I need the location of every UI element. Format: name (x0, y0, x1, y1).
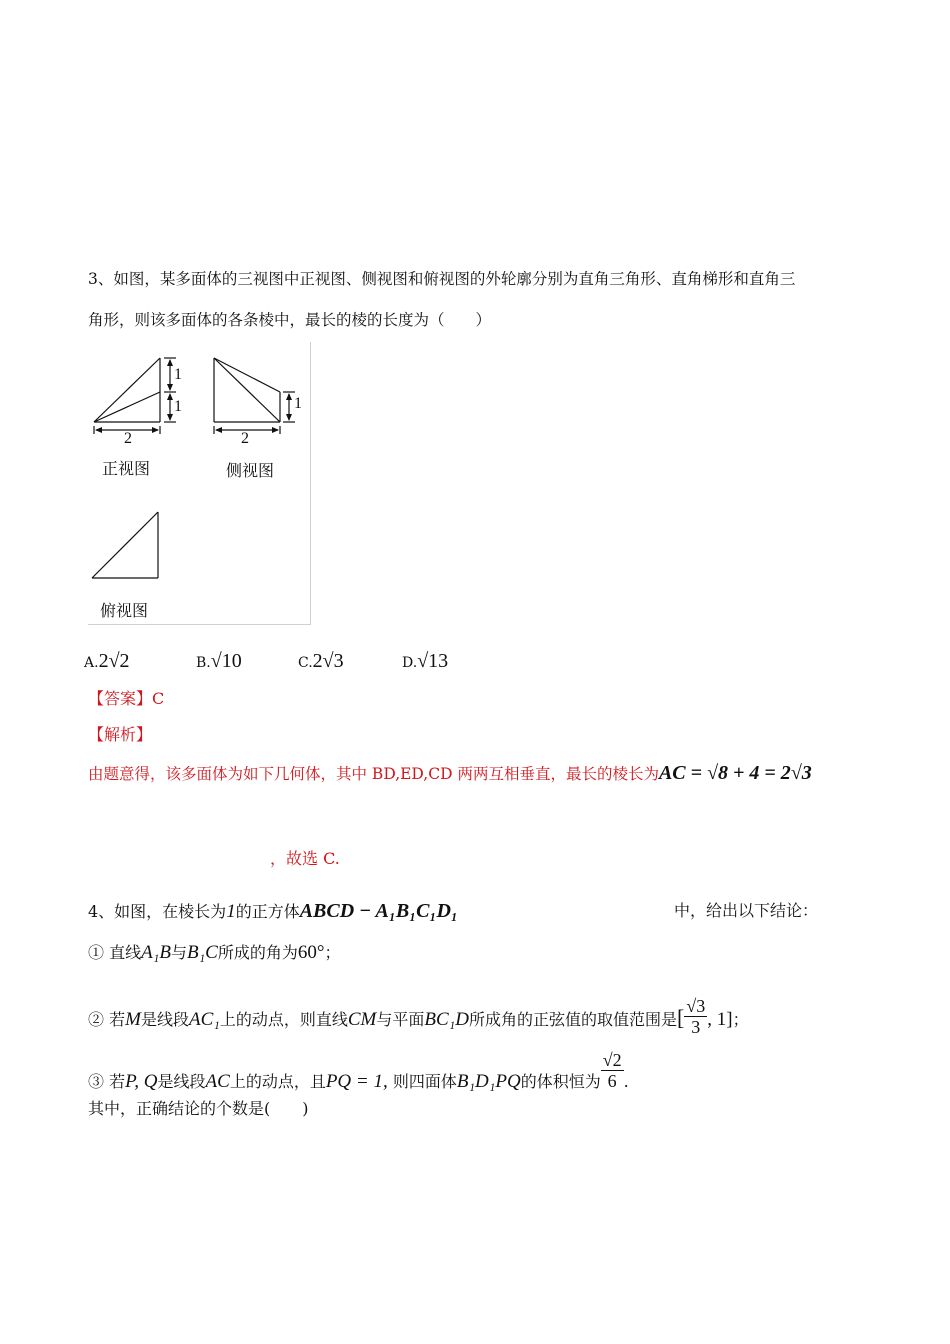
q4-edge-length: 1 (226, 901, 236, 922)
option-c-value: 2√3 (312, 650, 344, 672)
front-dim-1-bottom: 1 (174, 398, 182, 415)
option-b: B.√10 (196, 650, 242, 672)
side-dim-2: 2 (241, 430, 249, 447)
analysis-text-line (88, 762, 812, 785)
q4-statement-1: ① 直线A₁B与B₁C所成的角为60°； (88, 942, 341, 963)
side-dim-1: 1 (294, 395, 302, 412)
analysis-tag-line (88, 724, 152, 746)
q4-cube-name: ABCD − A₁B₁C₁D₁ (299, 900, 458, 922)
front-dim-1-top: 1 (174, 366, 182, 383)
analysis-tag: 【解析】 (88, 725, 153, 744)
three-view-figure (88, 342, 311, 625)
top-view-label: 俯视图 (100, 601, 149, 620)
option-d-value: √13 (417, 650, 449, 672)
answer-tag: 【答案】 (88, 689, 153, 708)
q4-volume-fraction: $\frac{√2}{6}$ (602, 1050, 622, 1091)
front-view-label: 正视图 (102, 459, 151, 478)
option-d: D.√13 (402, 650, 449, 672)
option-c: C.2√3 (298, 650, 344, 672)
option-a: A.2√2 (84, 650, 130, 672)
answer-line (88, 688, 164, 710)
q4-closing: 其中，正确结论的个数是( ) (88, 1099, 309, 1118)
answer-value: C (152, 689, 165, 708)
analysis-formula: AC = √8 + 4 = 2√3 (658, 762, 812, 784)
q3-stem-line2: 角形，则该多面体的各条棱中，最长的棱的长度为（ ） (88, 311, 492, 329)
q4-range-fraction: $\frac{√3}{3}$ (686, 996, 706, 1037)
option-a-value: 2√2 (98, 650, 130, 672)
q4-statement-2: ② 若M是线段AC₁上的动点，则直线CM与平面BC₁D所成角的正弦值的取值范围是[ $\frac{√3}{3}$ , 1]； (88, 996, 749, 1037)
q4-statement-3: ③ 若P, Q是线段AC上的动点，且PQ = 1, 则四面体B₁D₁PQ的体积恒为 $\frac{√2}{6}$ . (88, 1050, 629, 1092)
option-b-value: √10 (210, 650, 242, 672)
three-view-drawing (88, 342, 310, 624)
side-view-label: 侧视图 (226, 461, 275, 480)
q3-stem-line1: 3、如图，某多面体的三视图中正视图、侧视图和俯视图的外轮廓分别为直角三角形、直角梯形和直角三 (88, 270, 796, 288)
front-dim-2: 2 (124, 430, 132, 447)
analysis-text: 由题意得，该多面体为如下几何体，其中 BD,ED,CD 两两互相垂直，最长的棱长为 (88, 765, 659, 783)
q4-intro: 4、如图，在棱长为1的正方体ABCD − A₁B₁C₁D₁ 中，给出以下结论： (88, 900, 819, 922)
analysis-end: ，故选 C. (270, 849, 340, 868)
